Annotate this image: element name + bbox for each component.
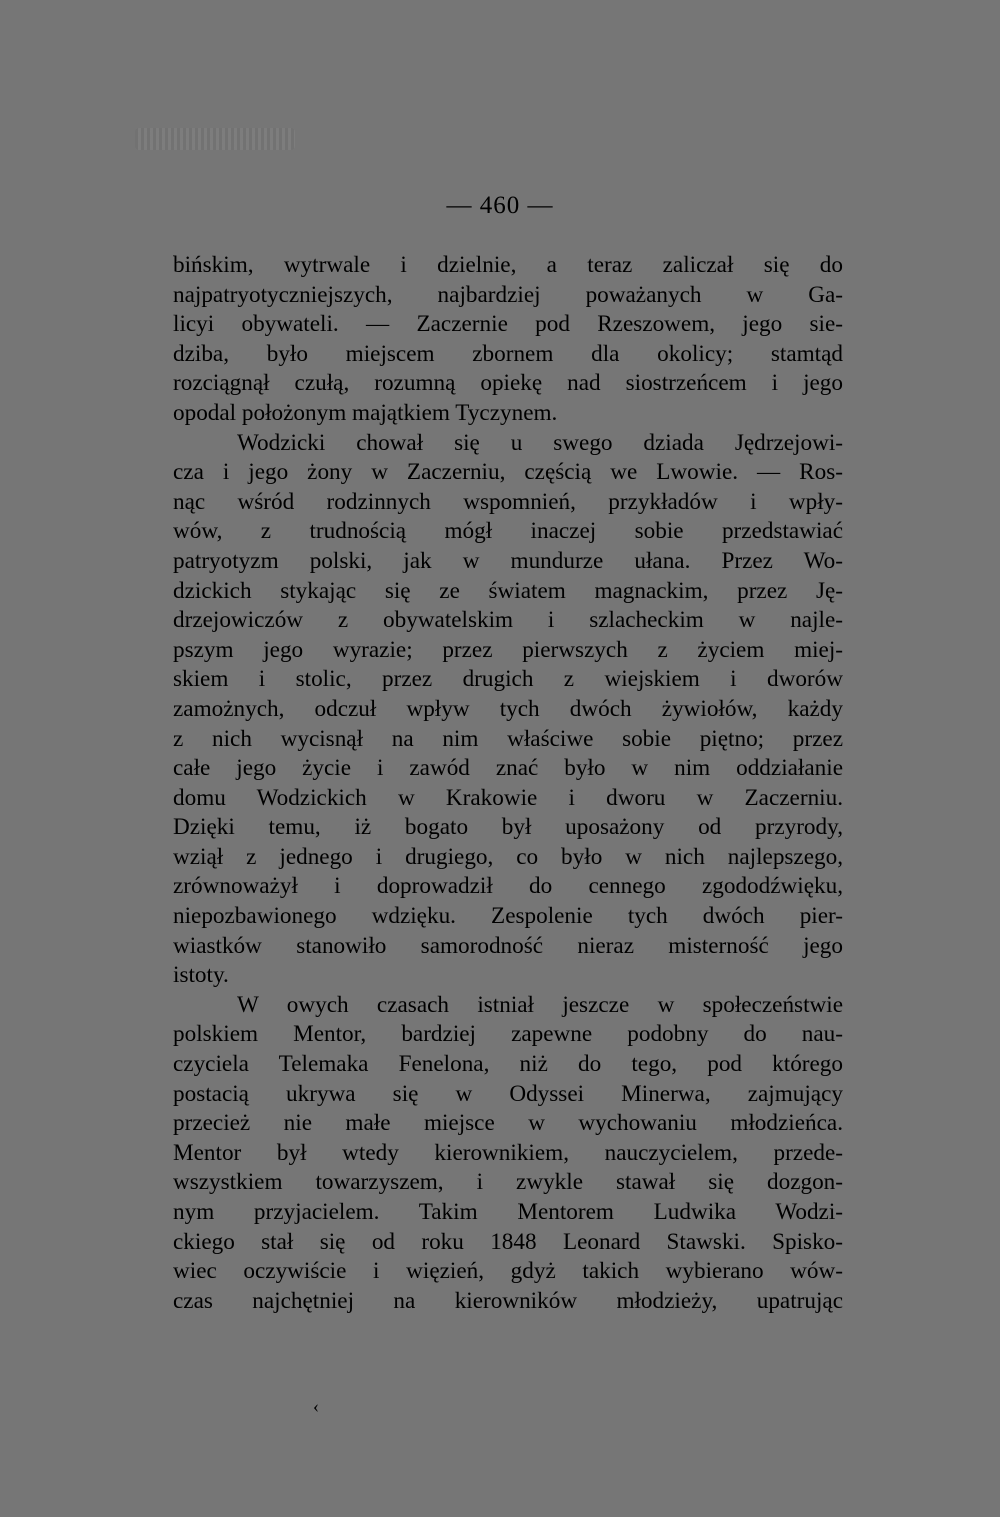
text-line: wszystkiem towarzyszem, i zwykle stawał się dozgon- [173,1169,843,1196]
text-line: czas najchętniej na kierowników młodzieży, upatrując [173,1287,843,1314]
text-line: najpatryotyczniejszych, najbardziej poważanych w Ga- [173,281,843,308]
text-line: zrównoważył i doprowadził do cennego zgododźwięku, [173,873,843,900]
text-line: istoty. [173,962,229,989]
text-line: wiec oczywiście i więzień, gdyż takich wybierano wów- [173,1258,843,1285]
footer-mark: ‹ [313,1396,319,1416]
text-line: Mentor był wtedy kierownikiem, nauczycielem, przede- [173,1139,843,1166]
text-line: zamożnych, odczuł wpływ tych dwóch żywiołów, każdy [173,695,843,722]
text-line: patryotyzm polski, jak w mundurze ułana. Przez Wo- [173,547,843,574]
text-line: W owych czasach istniał jeszcze w społeczeństwie [237,991,843,1018]
text-line: przecież nie małe miejsce w wychowaniu młodzieńca. [173,1110,843,1137]
text-line: rozciągnął czułą, rozumną opiekę nad siostrzeńcem i jego [173,370,843,397]
text-line: niepozbawionego wdzięku. Zespolenie tych dwóch pier- [173,903,843,930]
text-line: wiastków stanowiło samorodność nieraz misterność jego [173,932,843,959]
text-line: czyciela Telemaka Fenelona, niż do tego, pod którego [173,1051,843,1078]
text-line: ckiego stał się od roku 1848 Leonard Stawski. Spisko- [173,1228,843,1255]
text-line: postacią ukrywa się w Odyssei Minerwa, zajmujący [173,1080,843,1107]
text-line: skiem i stolic, przez drugich z wiejskiem i dworów [173,666,843,693]
text-line: drzejowiczów z obywatelskim i szlacheckim w najle- [173,607,843,634]
text-line: cza i jego żony w Zaczerniu, częścią we Lwowie. — Ros- [173,459,843,486]
text-line: dziba, było miejscem zbornem dla okolicy; stamtąd [173,340,843,367]
text-line: opodal położonym majątkiem Tyczynem. [173,399,558,426]
text-line: bińskim, wytrwale i dzielnie, a teraz zaliczał się do [173,252,843,278]
text-line: całe jego życie i zawód znać było w nim oddziałanie [173,755,843,782]
text-line: domu Wodzickich w Krakowie i dworu w Zaczerniu. [173,784,843,811]
scan-edge-noise [135,128,295,150]
text-line: wziął z jednego i drugiego, co było w nich najlepszego, [173,843,843,870]
page-number: — 460 — [446,192,554,219]
text-line: dzickich stykając się ze światem magnackim, przez Ję- [173,577,843,604]
text-line: z nich wycisnął na nim właściwe sobie piętno; przez [173,725,843,752]
text-line: nym przyjacielem. Takim Mentorem Ludwika Wodzi- [173,1199,843,1225]
text-line: nąc wśród rodzinnych wspomnień, przykładów i wpły- [173,488,843,515]
text-line: Wodzicki chował się u swego dziada Jędrzejowi- [237,429,843,456]
text-line: wów, z trudnością mógł inaczej sobie przedstawiać [173,518,843,545]
body-text [173,251,843,1316]
text-line: polskiem Mentor, bardziej zapewne podobny do nau- [173,1021,843,1048]
text-line: Dzięki temu, iż bogato był uposażony od przyrody, [173,814,843,841]
text-line: pszym jego wyrazie; przez pierwszych z życiem miej- [173,636,843,663]
text-line: licyi obywateli. — Zaczernie pod Rzeszowem, jego sie- [173,311,843,338]
